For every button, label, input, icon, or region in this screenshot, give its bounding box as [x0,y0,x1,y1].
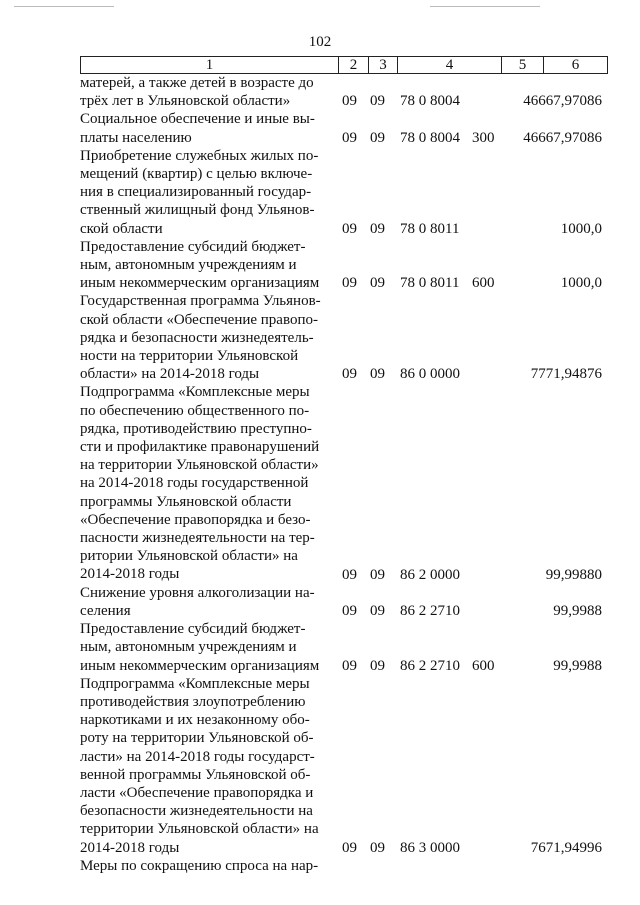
table-row [80,584,608,620]
section-code: 09 [342,839,357,856]
section-code: 09 [342,93,357,110]
amount: 46667,97086 [523,129,602,146]
amount: 1000,0 [560,275,602,292]
table-row [80,857,608,875]
scan-artifact-left [14,6,114,7]
row-codes [80,566,608,584]
subsection-code: 09 [370,93,385,110]
subsection-code: 09 [370,566,385,583]
row-codes [80,220,608,238]
row-description: Государственная программа Ульянов- ской области «Обеспечение правопо- рядка и безопасности жизнедеятель- ности на территории Ульяновской области» на 2014-2018 годы [80,293,321,383]
section-code: 09 [342,657,357,674]
subsection-code: 09 [370,366,385,383]
amount: 99,9988 [553,657,602,674]
amount: 99,99880 [545,566,602,583]
table-row [80,110,608,146]
table-header-row [80,56,608,74]
column-header-4: 4 [398,57,502,73]
subsection-code: 09 [370,657,385,674]
expense-type-code: 600 [472,275,495,292]
row-description: Меры по сокращению спроса на нар- [80,857,319,874]
row-description: Снижение уровня алкоголизации на- селения [80,584,315,619]
section-code: 09 [342,275,357,292]
expense-type-code: 600 [472,657,495,674]
amount: 1000,0 [560,220,602,237]
row-codes [80,857,608,875]
row-codes [80,602,608,620]
amount: 7771,94876 [530,366,602,383]
target-article-code: 86 2 2710 [400,603,460,620]
subsection-code: 09 [370,275,385,292]
row-description: Предоставление субсидий бюджет- ным, автономным учреждениям и иным некоммерческим организациям [80,621,320,674]
table-row [80,675,608,857]
scan-artifact-right [430,6,540,7]
subsection-code: 09 [370,129,385,146]
subsection-code: 09 [370,220,385,237]
column-header-1: 1 [81,57,339,73]
expense-type-code: 300 [472,129,495,146]
page-number: 102 [308,34,332,50]
section-code: 09 [342,366,357,383]
amount: 7671,94996 [530,839,602,856]
section-code: 09 [342,129,357,146]
target-article-code: 86 2 2710 [400,657,460,674]
table-row [80,147,608,238]
target-article-code: 78 0 8011 [400,275,460,292]
amount: 46667,97086 [523,93,602,110]
subsection-code: 09 [370,839,385,856]
row-codes [80,274,608,292]
row-description: матерей, а также детей в возрасте до трёх лет в Ульяновской области» [80,75,314,110]
row-description: Приобретение служебных жилых по- мещений (квартир) с целью включе- ния в специализированный государ- ственный жилищный фонд Ульянов- ской области [80,147,319,237]
target-article-code: 78 0 8004 [400,93,460,110]
target-article-code: 86 2 0000 [400,566,460,583]
target-article-code: 86 0 0000 [400,366,460,383]
target-article-code: 86 3 0000 [400,839,460,856]
column-header-2: 2 [339,57,369,73]
subsection-code: 09 [370,603,385,620]
row-codes [80,129,608,147]
row-description: Предоставление субсидий бюджет- ным, автономным учреждениям и иным некоммерческим организациям [80,238,320,292]
column-header-6: 6 [571,57,580,73]
section-code: 09 [342,566,357,583]
row-codes [80,839,608,857]
row-codes [80,92,608,110]
row-codes [80,657,608,675]
table-row [80,383,608,583]
section-code: 09 [342,220,357,237]
target-article-code: 78 0 8004 [400,129,460,146]
row-codes [80,365,608,383]
table-row [80,238,608,293]
row-description: Подпрограмма «Комплексные меры противодействия злоупотреблению наркотиками и их незаконному обо- роту на территории Ульяновской об- ласти» на 2014-2018 годы государст- венной программы Ульяновской об- ласти «Обеспечение правопорядка и безопасности жизнедеятельности на территории Ульяновской области» на 2014-2018 годы [80,675,319,856]
table-row [80,74,608,110]
table-body [80,74,608,875]
row-description: Социальное обеспечение и иные вы- платы населению [80,111,315,146]
amount: 99,9988 [553,603,602,620]
section-code: 09 [342,603,357,620]
row-description: Подпрограмма «Комплексные меры по обеспечению общественного по- рядка, противодействию преступно- сти и профилактике правонарушений на территории Ульяновской области» на 2014-2018 годы государственной программы Ульяновской области «Обеспечение правопорядка и безо- пасности жизнедеятельности на тер- ритории Ульяновской области» на 2014-2018 годы [80,384,320,583]
column-header-5: 5 [502,57,544,73]
table-row [80,620,608,675]
table-row [80,292,608,383]
column-header-3: 3 [369,57,398,73]
target-article-code: 78 0 8011 [400,220,460,237]
